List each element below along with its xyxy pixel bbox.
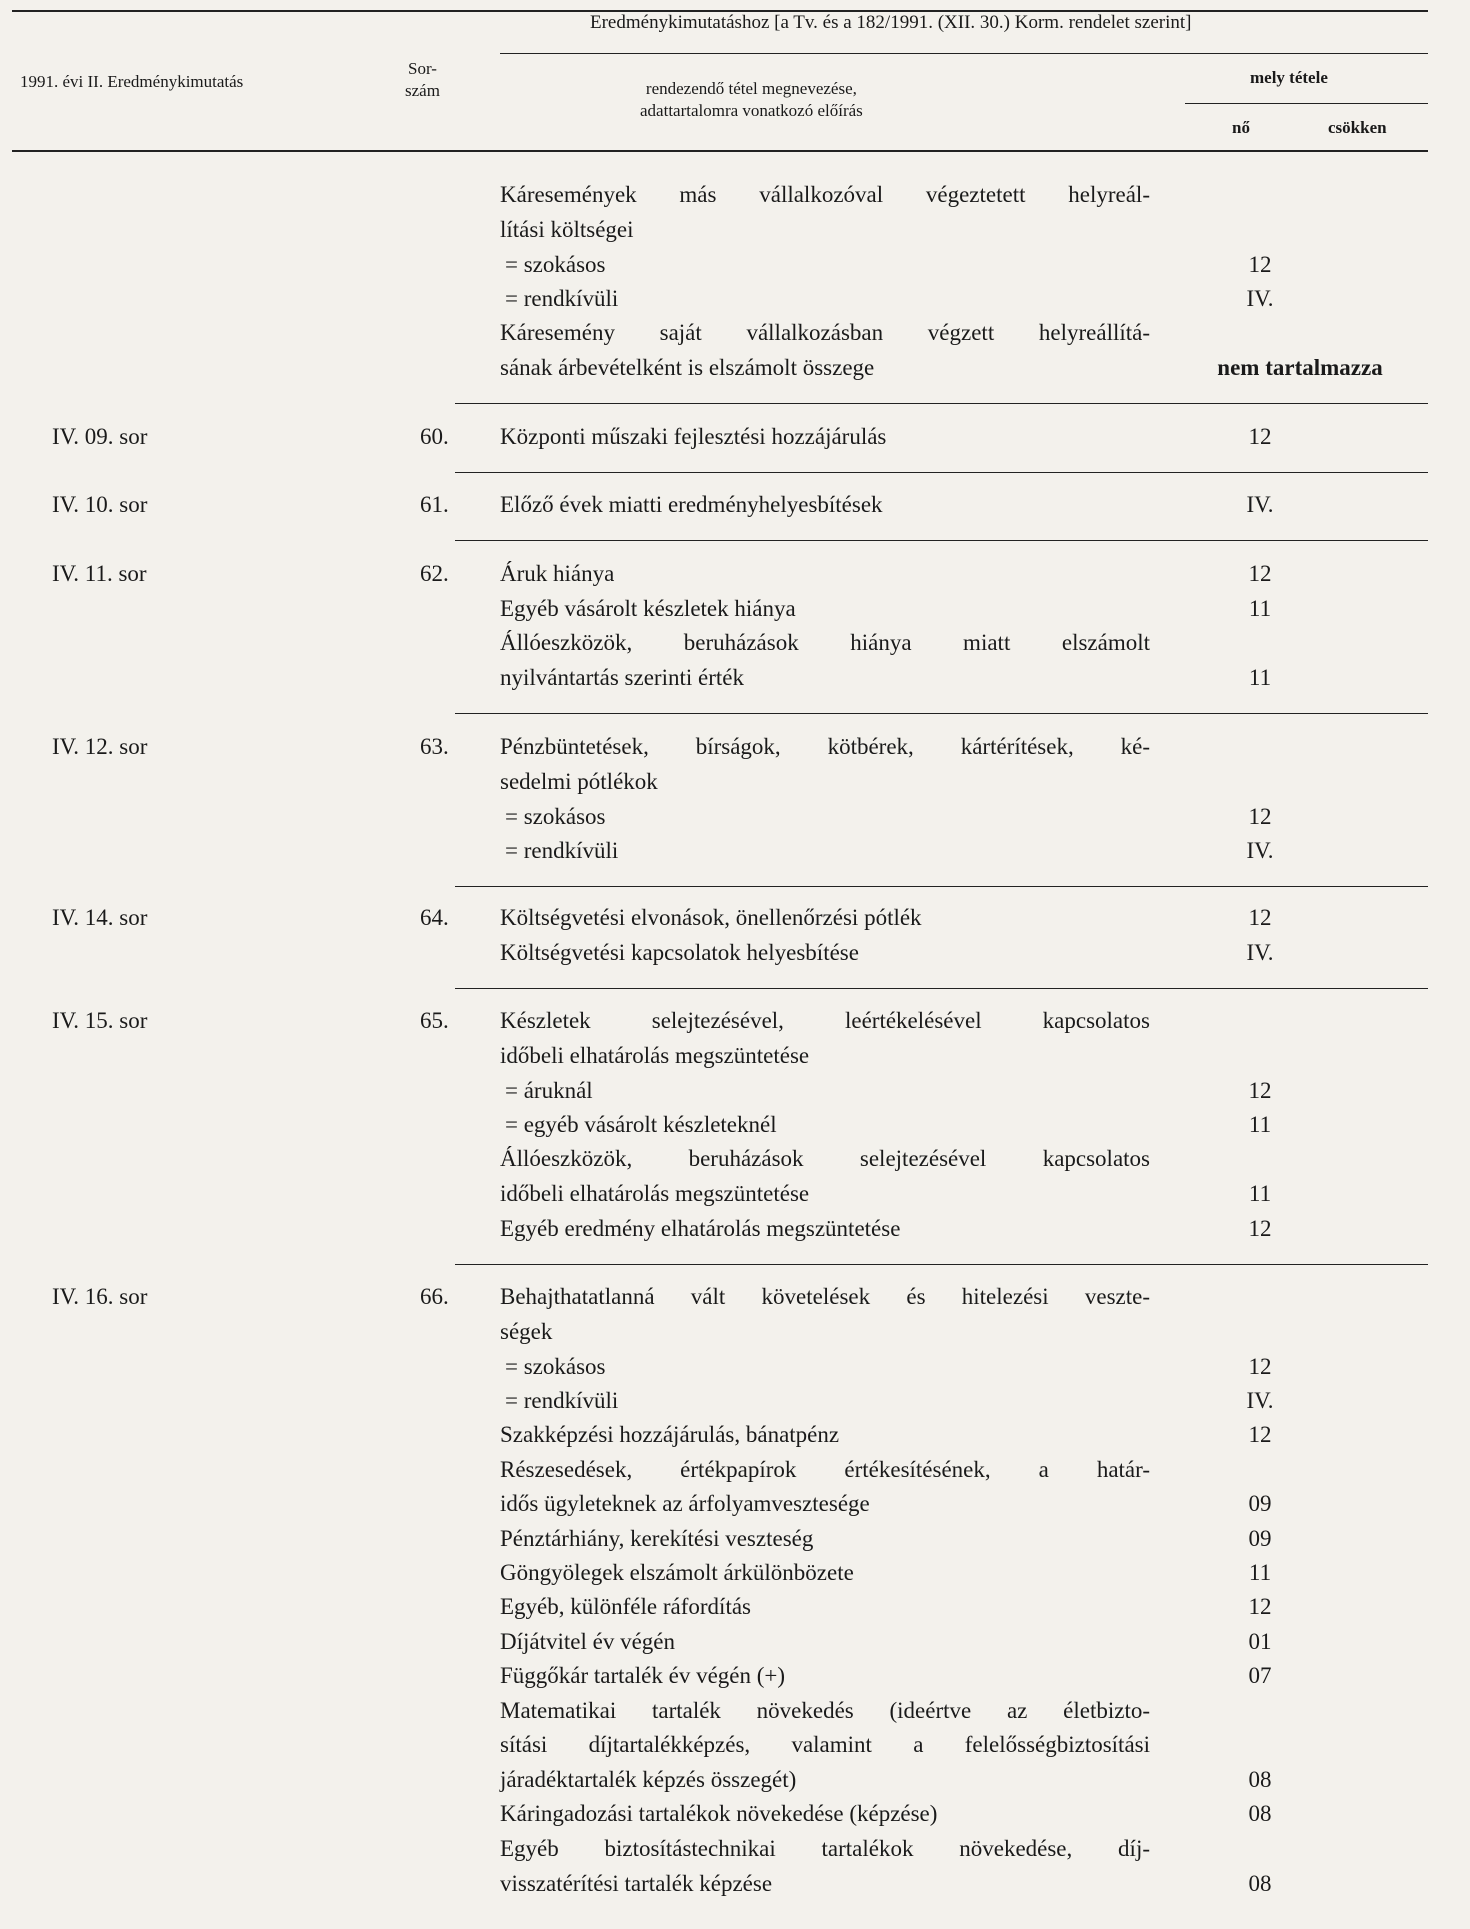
- section-rule: [455, 886, 1428, 887]
- header-csokken: csökken: [1328, 118, 1387, 137]
- row-reference: IV. 16. sor: [52, 1284, 148, 1309]
- text-line: sának árbevételként is elszámolt összege: [500, 355, 875, 380]
- header-left-title: 1991. évi II. Eredménykimutatás: [20, 72, 244, 91]
- code-value: 12: [1248, 561, 1272, 586]
- text-line: = szokásos: [505, 804, 606, 829]
- text-line: = rendkívüli: [505, 1388, 619, 1413]
- text-line: Pénzbüntetések, bírságok, kötbérek, kártérítések, ké-: [500, 734, 1150, 759]
- code-value: 09: [1248, 1491, 1272, 1516]
- code-value: 12: [1248, 804, 1272, 829]
- text-line: Matematikai tartalék növekedés (ideértve az életbizto-: [500, 1698, 1150, 1723]
- code-value: 12: [1248, 1594, 1272, 1619]
- code-value: 12: [1248, 424, 1272, 449]
- header-bottom-rule: [12, 150, 1428, 152]
- header-no: nő: [1232, 118, 1250, 137]
- code-value: 12: [1248, 1354, 1272, 1379]
- code-value: 07: [1248, 1663, 1272, 1688]
- text-line: Egyéb eredmény elhatárolás megszüntetése: [500, 1216, 901, 1241]
- row-reference: IV. 15. sor: [52, 1008, 148, 1033]
- text-line: Állóeszközök, beruházások selejtezésével kapcsolatos: [500, 1146, 1150, 1171]
- code-value: 12: [1248, 252, 1272, 277]
- code-value: 08: [1248, 1801, 1272, 1826]
- text-line: Egyéb vásárolt készletek hiánya: [500, 596, 796, 621]
- text-line: Állóeszközök, beruházások hiánya miatt elszámolt: [500, 630, 1150, 655]
- code-value: 11: [1248, 1181, 1272, 1206]
- serial-number: 62.: [420, 561, 449, 586]
- serial-number: 61.: [420, 492, 449, 517]
- code-value: 08: [1248, 1871, 1272, 1896]
- text-line: Előző évek miatti eredményhelyesbítések: [500, 492, 883, 517]
- row-reference: IV. 14. sor: [52, 905, 148, 930]
- text-line: Káresemények más vállalkozóval végeztetett helyreál-: [500, 182, 1150, 207]
- text-line: = rendkívüli: [505, 286, 619, 311]
- text-line: Szakképzési hozzájárulás, bánatpénz: [500, 1422, 840, 1447]
- text-line: Egyéb, különféle ráfordítás: [500, 1594, 751, 1619]
- text-line: járadéktartalék képzés összegét): [500, 1767, 797, 1792]
- text-line: Káresemény saját vállalkozásban végzett helyreállítá-: [500, 320, 1150, 345]
- text-line: Káringadozási tartalékok növekedése (képzése): [500, 1801, 938, 1826]
- serial-number: 63.: [420, 734, 449, 759]
- text-line: nyilvántartás szerinti érték: [500, 665, 744, 690]
- text-line: Egyéb biztosítástechnikai tartalékok növekedése, díj-: [500, 1836, 1150, 1861]
- code-value: IV.: [1246, 838, 1274, 863]
- row-reference: IV. 10. sor: [52, 492, 148, 517]
- code-value: 08: [1248, 1767, 1272, 1792]
- text-line: Központi műszaki fejlesztési hozzájárulás: [500, 424, 887, 449]
- text-line: időbeli elhatárolás megszüntetése: [500, 1043, 810, 1068]
- code-value: 12: [1248, 905, 1272, 930]
- text-line: Behajthatatlanná vált követelések és hitelezési veszte-: [500, 1284, 1150, 1309]
- text-line: = szokásos: [505, 252, 606, 277]
- row-reference: IV. 12. sor: [52, 734, 148, 759]
- code-value: nem tartalmazza: [1217, 355, 1383, 380]
- section-rule: [455, 472, 1428, 473]
- text-line: = egyéb vásárolt készleteknél: [505, 1112, 777, 1137]
- text-line: Részesedések, értékpapírok értékesítésének, a határ-: [500, 1457, 1150, 1482]
- text-line: Áruk hiánya: [500, 561, 615, 586]
- text-line: = szokásos: [505, 1354, 606, 1379]
- text-line: Pénztárhiány, kerekítési veszteség: [500, 1526, 814, 1551]
- text-line: Költségvetési kapcsolatok helyesbítése: [500, 940, 859, 965]
- code-value: IV.: [1246, 1388, 1274, 1413]
- serial-number: 65.: [420, 1008, 449, 1033]
- header-sor-line2: szám: [405, 81, 440, 100]
- section-rule: [455, 713, 1428, 714]
- code-value: IV.: [1246, 286, 1274, 311]
- section-rule: [455, 1264, 1428, 1265]
- section-rule: [455, 540, 1428, 541]
- code-value: 09: [1248, 1526, 1272, 1551]
- code-value: 12: [1248, 1422, 1272, 1447]
- text-line: idős ügyleteknek az árfolyamvesztesége: [500, 1491, 870, 1516]
- row-reference: IV. 11. sor: [52, 561, 147, 586]
- section-rule: [455, 988, 1428, 989]
- header-mid-rule: [500, 53, 1428, 54]
- text-line: Készletek selejtezésével, leértékelésével kapcsolatos: [500, 1008, 1150, 1033]
- header-sor-line1: Sor-: [408, 59, 437, 78]
- text-line: Költségvetési elvonások, önellenőrzési pótlék: [500, 905, 922, 930]
- code-value: IV.: [1246, 492, 1274, 517]
- header-description: [640, 78, 863, 122]
- code-value: 12: [1248, 1216, 1272, 1241]
- code-value: 11: [1248, 1112, 1272, 1137]
- code-value: 12: [1248, 1078, 1272, 1103]
- serial-number: 66.: [420, 1284, 449, 1309]
- text-line: sedelmi pótlékok: [500, 769, 658, 794]
- text-line: lítási költségei: [500, 217, 634, 242]
- code-value: IV.: [1246, 940, 1274, 965]
- code-value: 01: [1248, 1629, 1272, 1654]
- section-rule: [455, 403, 1428, 404]
- text-line: = áruknál: [505, 1078, 593, 1103]
- text-line: sítási díjtartalékképzés, valamint a felelősségbiztosítási: [500, 1732, 1150, 1757]
- header-mid-line2: adattartalomra vonatkozó előírás: [640, 101, 863, 120]
- text-line: időbeli elhatárolás megszüntetése: [500, 1181, 810, 1206]
- code-value: 11: [1248, 1560, 1272, 1585]
- text-line: Függőkár tartalék év végén (+): [500, 1663, 786, 1688]
- text-line: visszatérítési tartalék képzése: [500, 1871, 773, 1896]
- row-reference: IV. 09. sor: [52, 424, 148, 449]
- code-value: 11: [1248, 665, 1272, 690]
- text-line: Díjátvitel év végén: [500, 1629, 675, 1654]
- serial-number: 64.: [420, 905, 449, 930]
- code-value: 11: [1248, 596, 1272, 621]
- header-mely-tetele: mely tétele: [1250, 68, 1328, 87]
- header-mid-line1: rendezendő tétel megnevezése,: [645, 79, 857, 98]
- header-right-rule: [1185, 103, 1428, 104]
- text-line: ségek: [500, 1319, 553, 1344]
- serial-number: 60.: [420, 424, 449, 449]
- header-title: Eredménykimutatáshoz [a Tv. és a 182/1991. (XII. 30.) Korm. rendelet szerint]: [590, 12, 1192, 33]
- text-line: = rendkívüli: [505, 838, 619, 863]
- header-sorszam: [405, 58, 440, 102]
- text-line: Göngyölegek elszámolt árkülönbözete: [500, 1560, 854, 1585]
